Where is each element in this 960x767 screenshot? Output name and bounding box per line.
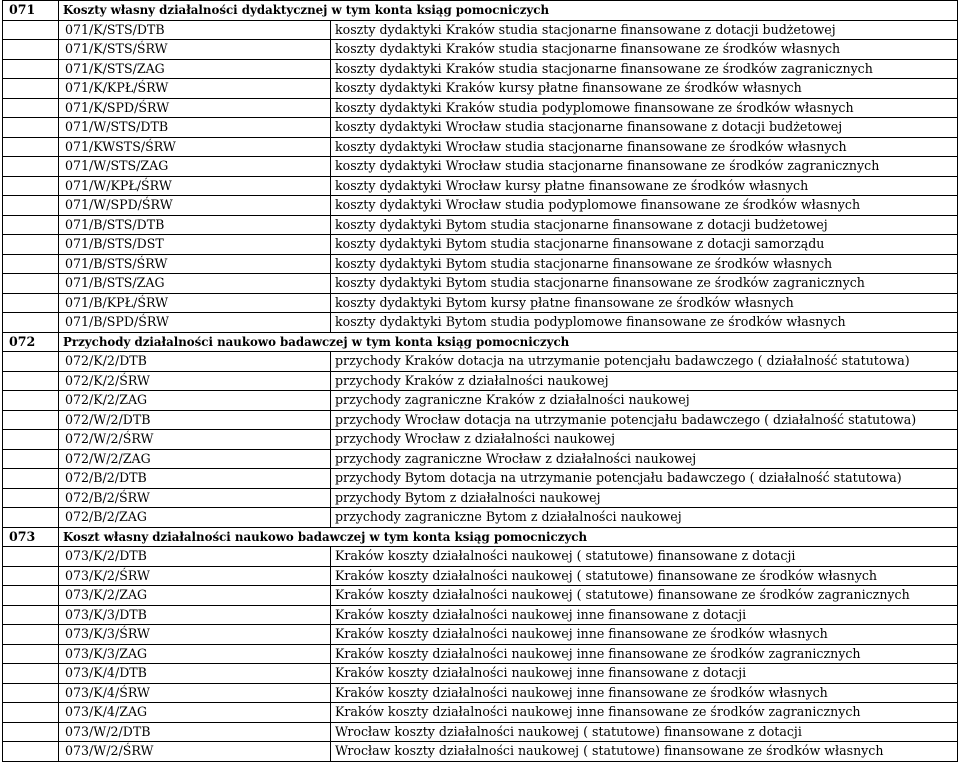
account-description: przychody zagraniczne Kraków z działalności naukowej — [331, 391, 958, 411]
account-code: 073/K/4/DTB — [59, 664, 331, 684]
account-description: Kraków koszty działalności naukowej inne finansowane ze środków własnych — [331, 625, 958, 645]
account-description: koszty dydaktyki Bytom studia stacjonarne finansowane ze środków własnych — [331, 254, 958, 274]
account-description: koszty dydaktyki Kraków studia stacjonarne finansowane z dotacji budżetowej — [331, 20, 958, 40]
empty-number-cell — [3, 742, 59, 762]
empty-number-cell — [3, 274, 59, 294]
account-description: przychody zagraniczne Bytom z działalności naukowej — [331, 508, 958, 528]
account-row — [3, 625, 958, 645]
account-row — [3, 605, 958, 625]
section-title: Przychody działalności naukowo badawczej w tym konta ksiąg pomocniczych — [59, 332, 958, 352]
accounts-table — [2, 0, 958, 762]
account-code: 073/K/2/DTB — [59, 547, 331, 567]
account-description: przychody Wrocław dotacja na utrzymanie potencjału badawczego ( działalność statutowa) — [331, 410, 958, 430]
account-code: 073/K/2/ZAG — [59, 586, 331, 606]
account-row — [3, 508, 958, 528]
account-row — [3, 20, 958, 40]
section-number: 073 — [3, 527, 59, 547]
account-code: 073/K/3/DTB — [59, 605, 331, 625]
account-description: koszty dydaktyki Bytom kursy płatne finansowane ze środków własnych — [331, 293, 958, 313]
empty-number-cell — [3, 352, 59, 372]
empty-number-cell — [3, 449, 59, 469]
section-title: Koszt własny działalności naukowo badawczej w tym konta ksiąg pomocniczych — [59, 527, 958, 547]
account-description: koszty dydaktyki Kraków studia podyplomowe finansowane ze środków własnych — [331, 98, 958, 118]
account-row — [3, 722, 958, 742]
account-description: koszty dydaktyki Bytom studia stacjonarne finansowane z dotacji budżetowej — [331, 215, 958, 235]
empty-number-cell — [3, 79, 59, 99]
empty-number-cell — [3, 371, 59, 391]
account-code: 073/K/3/ŚRW — [59, 625, 331, 645]
account-row — [3, 664, 958, 684]
account-code: 071/W/KPŁ/ŚRW — [59, 176, 331, 196]
account-code: 072/K/2/DTB — [59, 352, 331, 372]
empty-number-cell — [3, 430, 59, 450]
empty-number-cell — [3, 59, 59, 79]
empty-number-cell — [3, 254, 59, 274]
empty-number-cell — [3, 586, 59, 606]
account-code: 072/K/2/ŚRW — [59, 371, 331, 391]
empty-number-cell — [3, 98, 59, 118]
account-row — [3, 79, 958, 99]
account-row — [3, 644, 958, 664]
account-description: Wrocław koszty działalności naukowej ( statutowe) finansowane z dotacji — [331, 722, 958, 742]
account-description: koszty dydaktyki Bytom studia podyplomowe finansowane ze środków własnych — [331, 313, 958, 333]
account-row — [3, 430, 958, 450]
account-description: Kraków koszty działalności naukowej inne finansowane ze środków zagranicznych — [331, 703, 958, 723]
account-description: przychody Kraków z działalności naukowej — [331, 371, 958, 391]
account-code: 071/K/KPŁ/ŚRW — [59, 79, 331, 99]
account-code: 071/B/SPD/ŚRW — [59, 313, 331, 333]
empty-number-cell — [3, 391, 59, 411]
empty-number-cell — [3, 176, 59, 196]
account-description: koszty dydaktyki Wrocław studia stacjonarne finansowane z dotacji budżetowej — [331, 118, 958, 138]
empty-number-cell — [3, 235, 59, 255]
account-row — [3, 469, 958, 489]
account-row — [3, 742, 958, 762]
empty-number-cell — [3, 488, 59, 508]
empty-number-cell — [3, 410, 59, 430]
account-code: 072/B/2/ZAG — [59, 508, 331, 528]
empty-number-cell — [3, 566, 59, 586]
account-code: 073/W/2/ŚRW — [59, 742, 331, 762]
account-row — [3, 410, 958, 430]
empty-number-cell — [3, 722, 59, 742]
account-code: 071/W/STS/ZAG — [59, 157, 331, 177]
account-description: koszty dydaktyki Kraków kursy płatne finansowane ze środków własnych — [331, 79, 958, 99]
account-description: Wrocław koszty działalności naukowej ( statutowe) finansowane ze środków własnych — [331, 742, 958, 762]
account-row — [3, 98, 958, 118]
account-code: 071/W/SPD/ŚRW — [59, 196, 331, 216]
section-header-row — [3, 1, 958, 21]
empty-number-cell — [3, 293, 59, 313]
empty-number-cell — [3, 703, 59, 723]
account-row — [3, 371, 958, 391]
account-code: 071/K/STS/DTB — [59, 20, 331, 40]
account-row — [3, 118, 958, 138]
empty-number-cell — [3, 664, 59, 684]
empty-number-cell — [3, 137, 59, 157]
account-code: 071/B/STS/ZAG — [59, 274, 331, 294]
account-code: 073/K/2/ŚRW — [59, 566, 331, 586]
account-description: koszty dydaktyki Bytom studia stacjonarne finansowane z dotacji samorządu — [331, 235, 958, 255]
account-row — [3, 274, 958, 294]
account-description: koszty dydaktyki Wrocław studia stacjonarne finansowane ze środków własnych — [331, 137, 958, 157]
account-code: 072/B/2/ŚRW — [59, 488, 331, 508]
account-description: przychody Kraków dotacja na utrzymanie potencjału badawczego ( działalność statutowa) — [331, 352, 958, 372]
account-code: 072/W/2/ZAG — [59, 449, 331, 469]
account-description: Kraków koszty działalności naukowej inne finansowane ze środków zagranicznych — [331, 644, 958, 664]
empty-number-cell — [3, 196, 59, 216]
account-description: Kraków koszty działalności naukowej inne finansowane z dotacji — [331, 664, 958, 684]
empty-number-cell — [3, 157, 59, 177]
account-code: 073/K/4/ZAG — [59, 703, 331, 723]
account-row — [3, 449, 958, 469]
account-code: 071/B/STS/DST — [59, 235, 331, 255]
account-row — [3, 176, 958, 196]
account-description: Kraków koszty działalności naukowej inne finansowane ze środków własnych — [331, 683, 958, 703]
accounts-table-body — [3, 1, 958, 762]
account-row — [3, 547, 958, 567]
empty-number-cell — [3, 20, 59, 40]
account-row — [3, 235, 958, 255]
account-code: 072/B/2/DTB — [59, 469, 331, 489]
account-row — [3, 59, 958, 79]
empty-number-cell — [3, 469, 59, 489]
empty-number-cell — [3, 313, 59, 333]
account-description: przychody Bytom dotacja na utrzymanie potencjału badawczego ( działalność statutowa) — [331, 469, 958, 489]
account-description: koszty dydaktyki Wrocław studia stacjonarne finansowane ze środków zagranicznych — [331, 157, 958, 177]
empty-number-cell — [3, 683, 59, 703]
empty-number-cell — [3, 625, 59, 645]
account-row — [3, 157, 958, 177]
account-row — [3, 40, 958, 60]
account-row — [3, 566, 958, 586]
account-row — [3, 391, 958, 411]
account-description: Kraków koszty działalności naukowej ( statutowe) finansowane ze środków własnych — [331, 566, 958, 586]
account-description: przychody Wrocław z działalności naukowej — [331, 430, 958, 450]
account-row — [3, 683, 958, 703]
account-description: Kraków koszty działalności naukowej ( statutowe) finansowane z dotacji — [331, 547, 958, 567]
empty-number-cell — [3, 547, 59, 567]
account-row — [3, 137, 958, 157]
empty-number-cell — [3, 118, 59, 138]
account-code: 072/W/2/ŚRW — [59, 430, 331, 450]
section-title: Koszty własny działalności dydaktycznej w tym konta ksiąg pomocniczych — [59, 1, 958, 21]
account-row — [3, 703, 958, 723]
account-code: 071/KWSTS/ŚRW — [59, 137, 331, 157]
account-row — [3, 313, 958, 333]
empty-number-cell — [3, 40, 59, 60]
account-row — [3, 254, 958, 274]
account-code: 072/W/2/DTB — [59, 410, 331, 430]
empty-number-cell — [3, 508, 59, 528]
account-code: 071/W/STS/DTB — [59, 118, 331, 138]
account-description: przychody Bytom z działalności naukowej — [331, 488, 958, 508]
account-description: koszty dydaktyki Kraków studia stacjonarne finansowane ze środków zagranicznych — [331, 59, 958, 79]
section-header-row — [3, 332, 958, 352]
section-number: 071 — [3, 1, 59, 21]
account-code: 071/K/STS/ZAG — [59, 59, 331, 79]
account-description: Kraków koszty działalności naukowej ( statutowe) finansowane ze środków zagranicznych — [331, 586, 958, 606]
account-code: 071/B/STS/ŚRW — [59, 254, 331, 274]
account-description: koszty dydaktyki Kraków studia stacjonarne finansowane ze środków własnych — [331, 40, 958, 60]
account-row — [3, 196, 958, 216]
account-code: 071/B/KPŁ/ŚRW — [59, 293, 331, 313]
account-description: koszty dydaktyki Bytom studia stacjonarne finansowane ze środków zagranicznych — [331, 274, 958, 294]
account-code: 071/K/STS/ŚRW — [59, 40, 331, 60]
section-number: 072 — [3, 332, 59, 352]
account-row — [3, 293, 958, 313]
empty-number-cell — [3, 215, 59, 235]
account-code: 071/B/STS/DTB — [59, 215, 331, 235]
account-description: przychody zagraniczne Wrocław z działalności naukowej — [331, 449, 958, 469]
account-code: 071/K/SPD/ŚRW — [59, 98, 331, 118]
account-description: koszty dydaktyki Wrocław kursy płatne finansowane ze środków własnych — [331, 176, 958, 196]
section-header-row — [3, 527, 958, 547]
account-code: 073/W/2/DTB — [59, 722, 331, 742]
account-description: Kraków koszty działalności naukowej inne finansowane z dotacji — [331, 605, 958, 625]
account-code: 073/K/3/ZAG — [59, 644, 331, 664]
empty-number-cell — [3, 644, 59, 664]
account-row — [3, 586, 958, 606]
account-code: 073/K/4/ŚRW — [59, 683, 331, 703]
account-row — [3, 352, 958, 372]
account-row — [3, 215, 958, 235]
account-row — [3, 488, 958, 508]
empty-number-cell — [3, 605, 59, 625]
account-description: koszty dydaktyki Wrocław studia podyplomowe finansowane ze środków własnych — [331, 196, 958, 216]
account-code: 072/K/2/ZAG — [59, 391, 331, 411]
